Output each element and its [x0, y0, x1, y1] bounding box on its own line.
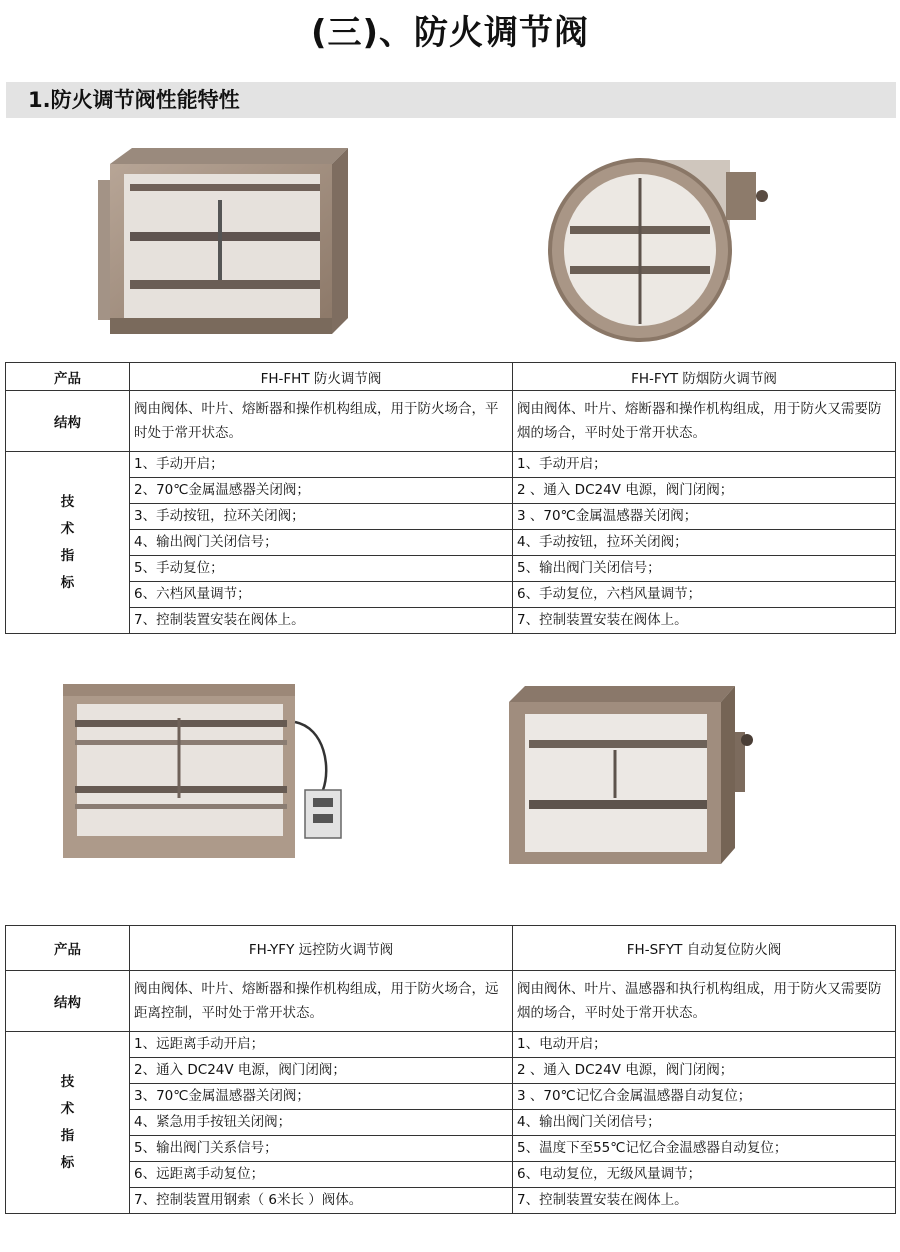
tech-char: 术 [60, 520, 75, 537]
spec-row [6, 1136, 896, 1162]
spec-item: 4、手动按钮，拉环关闭阀； [513, 530, 896, 556]
tech-chars-label [6, 452, 130, 634]
spec-row [6, 1162, 896, 1188]
tech-char: 标 [60, 1154, 75, 1171]
spec-item: 7、控制装置用钢索（ 6米长 ）阀体。 [130, 1188, 513, 1214]
tech-char: 技 [60, 493, 75, 510]
spec-item: 4、紧急用手按钮关闭阀； [130, 1110, 513, 1136]
spec-row [6, 452, 896, 478]
spec-row [6, 1110, 896, 1136]
spec-row [6, 556, 896, 582]
tech-chars-label [6, 1032, 130, 1214]
spec-item: 7、控制装置安装在阀体上。 [513, 608, 896, 634]
page-title: (三)、防火调节阀 [310, 13, 590, 53]
product-name: FH-YFY 远控防火调节阀 [130, 926, 513, 971]
product-name: FH-FYT 防烟防火调节阀 [513, 363, 896, 391]
spec-item: 1、手动开启； [513, 452, 896, 478]
structure-text: 阀由阀体、叶片、熔断器和操作机构组成，用于防火又需要防烟的场合，平时处于常开状态。 [513, 391, 896, 452]
product-name: FH-SFYT 自动复位防火阀 [513, 926, 896, 971]
product-row [6, 363, 896, 391]
spec-item: 1、远距离手动开启； [130, 1032, 513, 1058]
structure-text: 阀由阀体、叶片、熔断器和操作机构组成，用于防火场合，平时处于常开状态。 [130, 391, 513, 452]
spec-item: 1、手动开启； [130, 452, 513, 478]
spec-item: 6、电动复位，无级风量调节； [513, 1162, 896, 1188]
spec-item: 3 、70℃金属温感器关闭阀； [513, 504, 896, 530]
spec-item: 7、控制装置安装在阀体上。 [513, 1188, 896, 1214]
spec-item: 2、通入 DC24V 电源，阀门闭阀； [130, 1058, 513, 1084]
structure-label: 结构 [6, 971, 130, 1032]
spec-item: 6、手动复位，六档风量调节； [513, 582, 896, 608]
spec-row [6, 582, 896, 608]
spec-item: 2 、通入 DC24V 电源，阀门闭阀； [513, 1058, 896, 1084]
spec-item: 3、70℃金属温感器关闭阀； [130, 1084, 513, 1110]
spec-row [6, 504, 896, 530]
structure-text: 阀由阀体、叶片、熔断器和操作机构组成，用于防火场合，远距离控制，平时处于常开状态。 [130, 971, 513, 1032]
structure-label: 结构 [6, 391, 130, 452]
spec-item: 4、输出阀门关闭信号； [513, 1110, 896, 1136]
tech-char: 指 [60, 547, 75, 564]
spec-item: 2、70℃金属温感器关闭阀； [130, 478, 513, 504]
spec-table-1 [5, 362, 896, 634]
spec-item: 3 、70℃记忆合金属温感器自动复位； [513, 1084, 896, 1110]
damper-photo-fh-sfyt [495, 680, 765, 870]
spec-row [6, 478, 896, 504]
structure-row [6, 971, 896, 1032]
product-label: 产品 [6, 363, 130, 391]
tech-char: 技 [60, 1073, 75, 1090]
product-label: 产品 [6, 926, 130, 971]
structure-text: 阀由阀休、叶片、温感器和执行机构组成，用于防火又需要防烟的场合，平时处于常开状态。 [513, 971, 896, 1032]
spec-table-2 [5, 925, 896, 1214]
damper-photo-fh-fht [90, 140, 360, 340]
spec-row [6, 608, 896, 634]
product-name: FH-FHT 防火调节阀 [130, 363, 513, 391]
spec-row [6, 1188, 896, 1214]
spec-row [6, 1084, 896, 1110]
spec-row [6, 530, 896, 556]
spec-item: 6、远距离手动复位； [130, 1162, 513, 1188]
spec-item: 3、手动按钮，拉环关闭阀； [130, 504, 513, 530]
section-heading: 1.防火调节阀性能特性 [28, 88, 240, 112]
damper-photo-fh-fyt [540, 148, 780, 344]
spec-item: 5、输出阀门关系信号； [130, 1136, 513, 1162]
section-bar [6, 82, 896, 118]
spec-row [6, 1032, 896, 1058]
spec-item: 6、六档风量调节； [130, 582, 513, 608]
product-row [6, 926, 896, 971]
spec-item: 4、输出阀门关闭信号； [130, 530, 513, 556]
tech-char: 指 [60, 1127, 75, 1144]
spec-item: 5、输出阀门关闭信号； [513, 556, 896, 582]
structure-row [6, 391, 896, 452]
damper-photo-fh-yfy [55, 678, 355, 864]
spec-row [6, 1058, 896, 1084]
spec-item: 2 、通入 DC24V 电源，阀门闭阀； [513, 478, 896, 504]
spec-item: 7、控制装置安装在阀体上。 [130, 608, 513, 634]
spec-item: 1、电动开启； [513, 1032, 896, 1058]
spec-item: 5、温度下至55℃记忆合金温感器自动复位； [513, 1136, 896, 1162]
spec-item: 5、手动复位； [130, 556, 513, 582]
tech-char: 标 [60, 574, 75, 591]
tech-char: 术 [60, 1100, 75, 1117]
